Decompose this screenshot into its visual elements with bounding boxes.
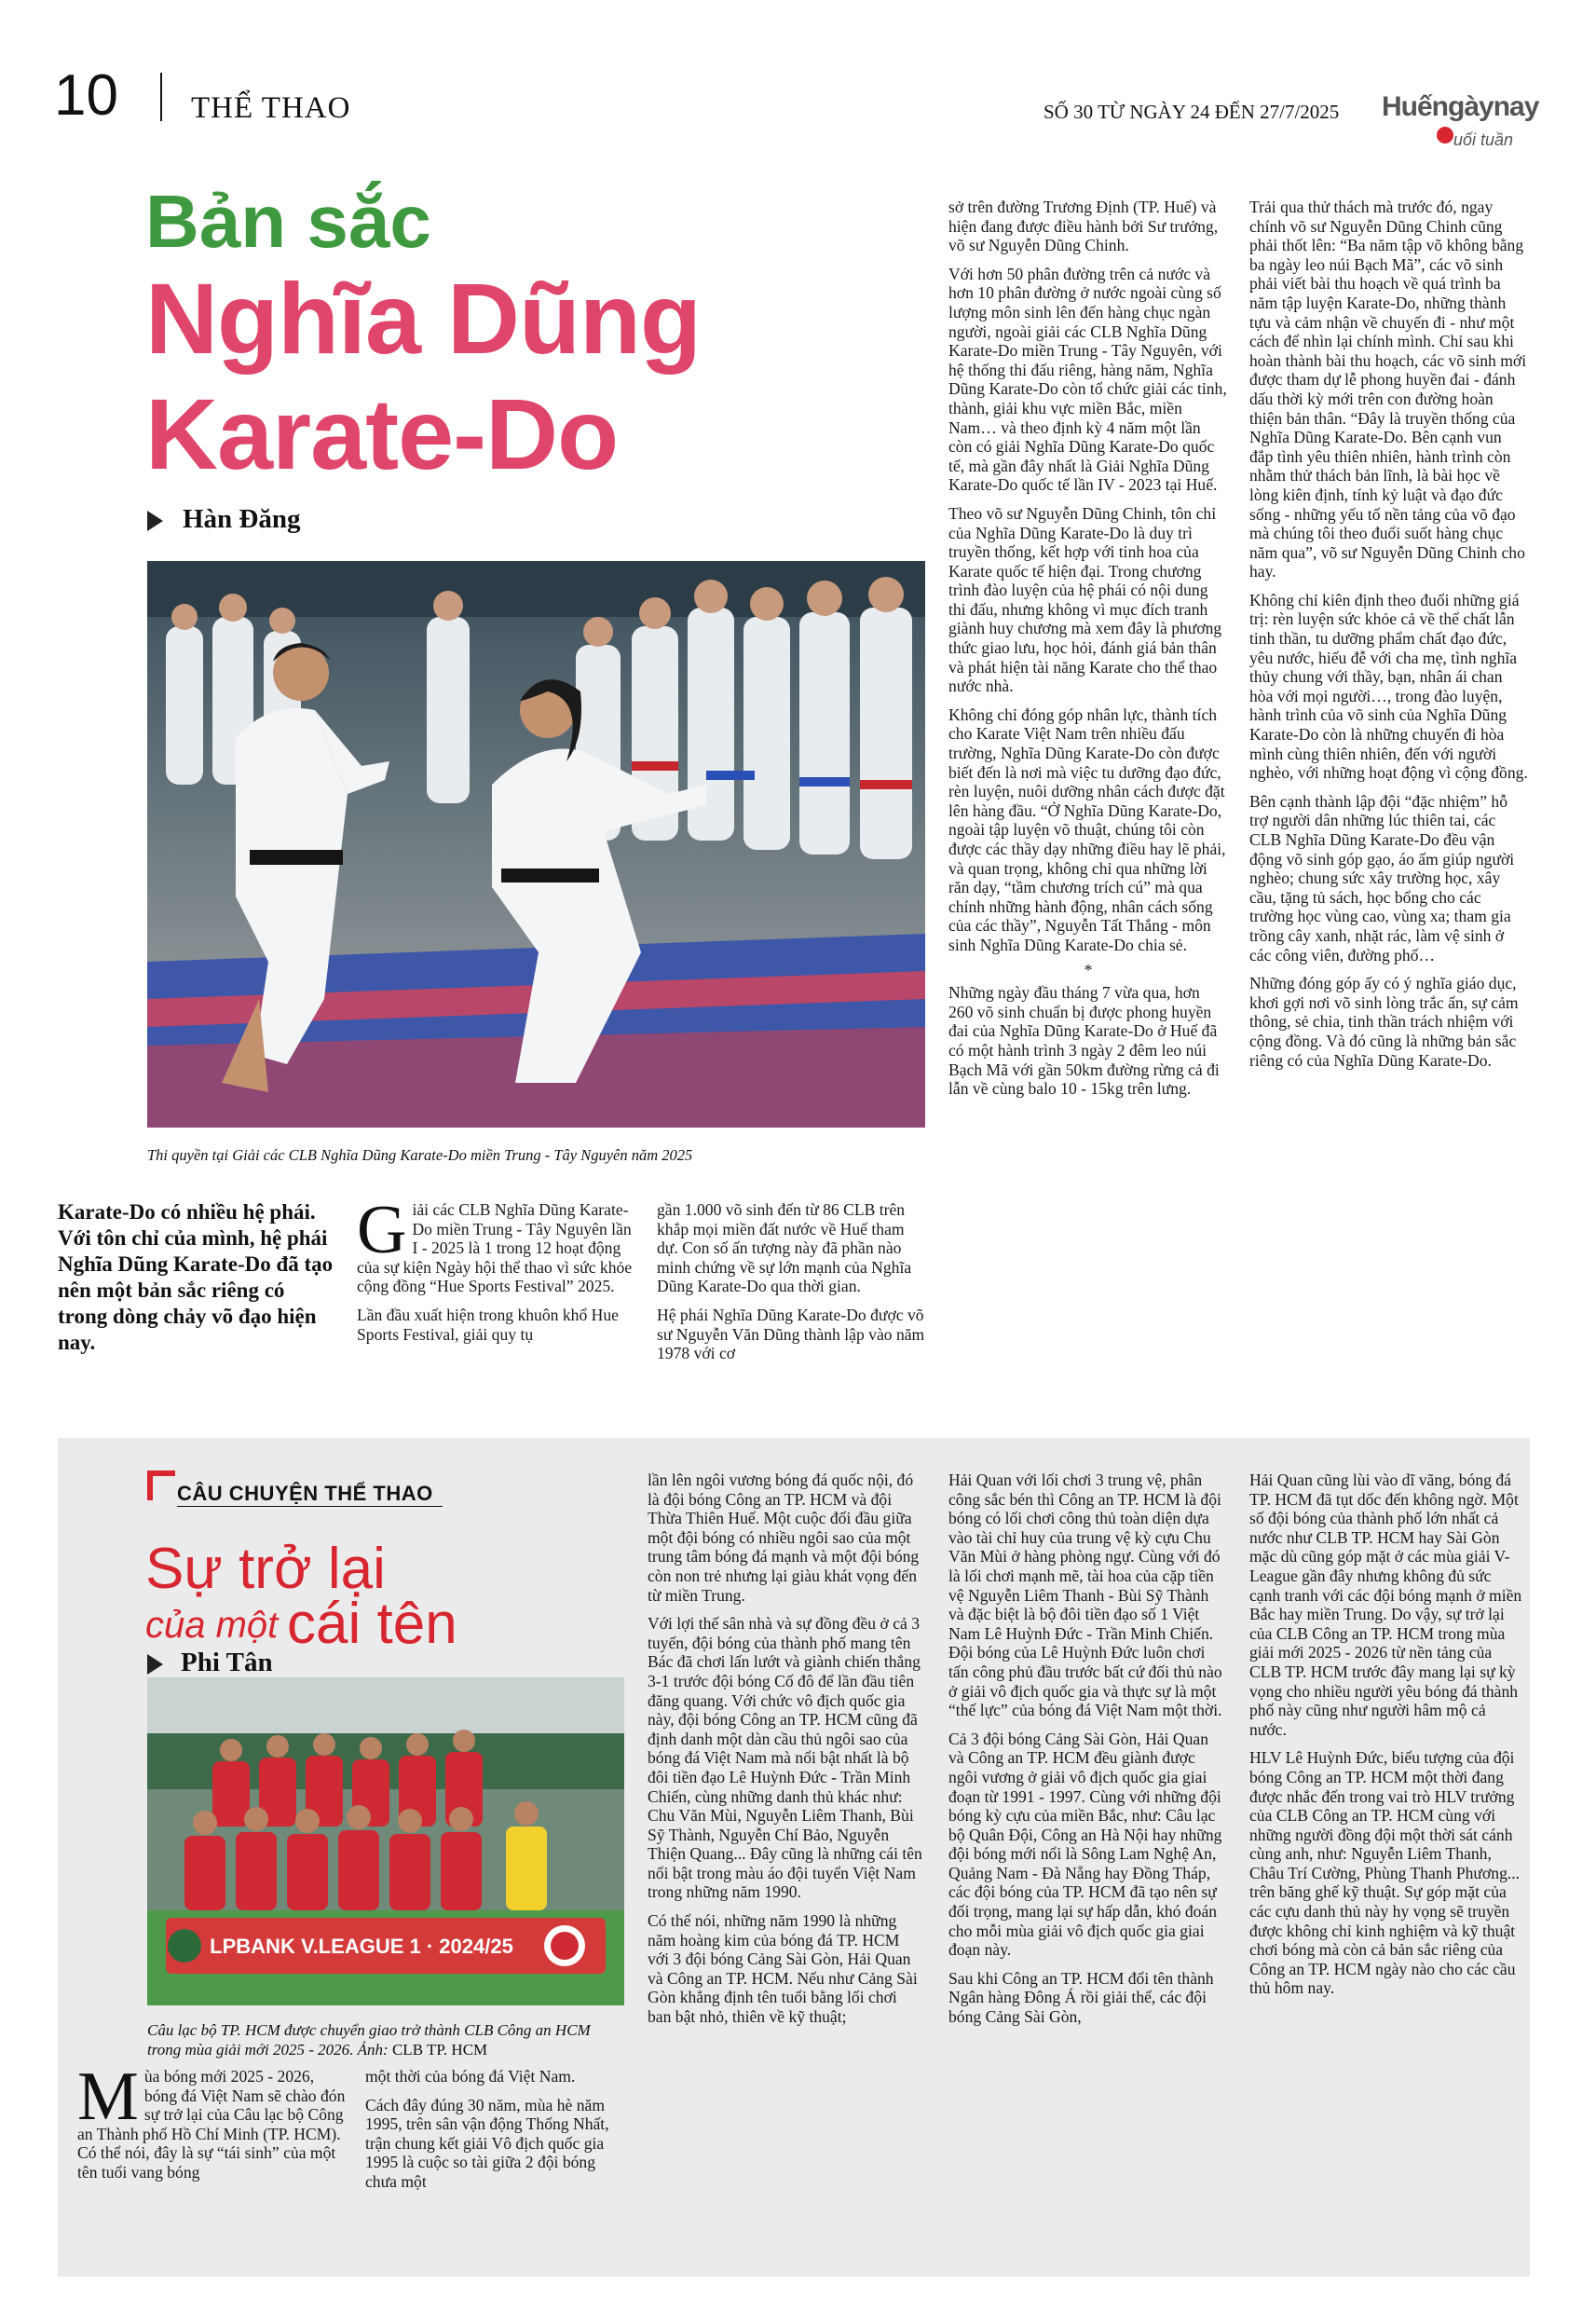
paragraph: Có thể nói, những năm 1990 là những năm hoàng kim của bóng đá TP. HCM với 3 đội bóng Cảng Sài Gòn, Hải Quan và Công an TP. HCM. Nếu như Cảng Sài Gòn khẳng định tên tuổi bằng lối chơi ban bật nhỏ, thiên về kỹ thuật; bbox=[648, 1911, 918, 2027]
box-title-line2: cái tên bbox=[287, 1592, 457, 1656]
article1-column-3 bbox=[948, 198, 1228, 1108]
article2-column-4 bbox=[948, 1471, 1228, 2036]
paragraph: lần lên ngôi vương bóng đá quốc nội, đó là đội bóng Công an TP. HCM và đội Thừa Thiên Huế. Một cuộc đối đầu giữa một đội bóng có nhiều ngôi sao của một trung tâm bóng đá mạnh và một đội bóng còn non trẻ nhưng lại giàu khát vọng đến từ miền Trung. bbox=[648, 1471, 920, 1605]
paragraph: Cả 3 đội bóng Cảng Sài Gòn, Hải Quan và Công an TP. HCM đều giành được ngôi vương ở giải vô địch quốc gia giai đoạn từ 1991 - 1997. Cùng với những đội bóng kỳ cựu của miền Bắc, như: Câu lạc bộ Quân Đội, Công an Hà Nội hay những đội bóng mới nổi là Sông Lam Nghệ An, Quảng Nam - Đà Nẵng hay Đồng Tháp, các đội bóng của TP. HCM đã tạo nên sự đối trọng, mang lại sự hấp dẫn, khó đoán cho mỗi mùa giải vô địch quốc gia giai đoạn này. bbox=[948, 1729, 1222, 1960]
header-divider bbox=[160, 73, 162, 121]
caption-credit: CLB TP. HCM bbox=[391, 2041, 488, 2059]
paragraph: Với lợi thế sân nhà và sự đồng đều ở cả 3 tuyến, đội bóng của thành phố mang tên Bác đã chơi lấn lướt và giành chiến thắng 3-1 trước đội bóng Cố đô để lần đầu tiên đăng quang. Với chức vô địch quốc gia này, đội bóng Công an TP. HCM cũng đã định danh một dàn cầu thủ ngôi sao của bóng đá Việt Nam mà nổi bật nhất là bộ đôi tiền đạo Lê Huỳnh Đức - Trần Minh Chiến, cùng những danh thủ khác như: Chu Văn Mùi, Nguyễn Liêm Thanh, Bùi Sỹ Thành, Nguyễn Chí Bảo, Nguyễn Thiện Quang... Đây cũng là những cái tên nổi bật trong màu áo đội tuyển Việt Nam trong những năm 1990. bbox=[648, 1614, 922, 1902]
paragraph: Theo võ sư Nguyễn Dũng Chinh, tôn chỉ của Nghĩa Dũng Karate-Do là duy trì truyền thống, kết hợp với tinh hoa của Karate quốc tế hiện đại. Trong chương trình đào luyện của hệ phái có nội dung thi đấu, nhưng không vì mục đích tranh giành huy chương mà xem đây là phương thức giao lưu, học hỏi, đánh giá bản thân và phát hiện tài năng Karate cho thể thao nước nhà. bbox=[948, 503, 1222, 696]
photo-caption bbox=[147, 2020, 624, 2059]
paragraph: Không chỉ đóng góp nhân lực, thành tích cho Karate Việt Nam trên nhiều đấu trường, Nghĩa Dũng Karate-Do còn được biết đến là nơi mà việc tu dưỡng đạo đức, rèn luyện, nuôi dưỡng nhân cách được đặt lên hàng đầu. “Ở Nghĩa Dũng Karate-Do, ngoài tập luyện võ thuật, chúng tôi còn được các thầy dạy những điều hay lẽ phải, và quan trọng, không chỉ qua những lời răn dạy, “tầm chương trích cú” mà qua chính những hành động, nhân cách sống của các thầy”, Nguyễn Tất Thắng - môn sinh Nghĩa Dũng Karate-Do chia sẻ. bbox=[948, 705, 1226, 954]
football-team-photo bbox=[147, 1677, 624, 2005]
section-break: * bbox=[1084, 960, 1093, 979]
kicker-underline bbox=[177, 1506, 443, 1507]
photo-caption: Thi quyền tại Giải các CLB Nghĩa Dũng Karate-Do miền Trung - Tây Nguyên năm 2025 bbox=[147, 1146, 693, 1164]
publication-logo: Huếngàynay bbox=[1382, 91, 1539, 122]
page-number: 10 bbox=[54, 63, 118, 128]
drop-cap: M bbox=[77, 2059, 139, 2135]
paragraph: HLV Lê Huỳnh Đức, biểu tượng của đội bóng Công an TP. HCM một thời đang được nhắc đến trong vai trò HLV trưởng của CLB Công an TP. HCM cùng với những người đồng đội một thời sát cánh cùng anh, như: Nguyễn Liêm Thanh, Châu Trí Cường, Phùng Thanh Phương... trên băng ghế kỹ thuật. Sự góp mặt của các cựu danh thủ này hy vọng sẽ truyền được không chỉ kinh nghiệm và kỹ thuật chơi bóng mà còn cả bản sắc riêng của Công an TP. HCM ngày nào cho các cầu thủ hôm nay. bbox=[1249, 1748, 1521, 1998]
article-title-line3: Karate-Do bbox=[145, 377, 619, 490]
article2-column-5 bbox=[1249, 1471, 1525, 2007]
paragraph: Trải qua thử thách mà trước đó, ngay chính võ sư Nguyễn Dũng Chinh cũng phải thốt lên: “Ba năm tập võ không bằng ba ngày leo núi Bạch Mã”, các võ sinh phải viết bài thu hoạch về quá trình ba năm tập luyện Karate-Do, những thành tựu và cảm nhận về chuyến đi - như một cách để nhìn lại chính mình. Chỉ sau khi hoàn thành bài thu hoạch, các võ sinh mới được tham dự lễ phong huyền đai - đánh dấu thời kỳ mới trên con đường hoàn thiện bản thân. “Đây là truyền thống của Nghĩa Dũng Karate-Do. Bên cạnh vun đắp tình yêu thiên nhiên, hành trình còn nhằm thử thách bản lĩnh, là bài học về lòng kiên định, tính kỷ luật và đạo đức sống - những yếu tố nền tảng của võ đạo mà chúng tôi theo đuổi suốt hàng chục năm qua”, võ sư Nguyễn Dũng Chinh cho hay. bbox=[1249, 198, 1527, 581]
paragraph: sở trên đường Trương Định (TP. Huế) và hiện đang được điều hành bởi Sư trưởng, võ sư Nguyễn Dũng Chinh. bbox=[948, 198, 1219, 255]
box-author: Phi Tân bbox=[181, 1648, 273, 1677]
logo-mark-icon bbox=[1437, 127, 1453, 144]
paragraph: Hệ phái Nghĩa Dũng Karate-Do được võ sư Nguyễn Văn Dũng thành lập vào năm 1978 với cơ bbox=[657, 1305, 925, 1363]
paragraph: Bên cạnh thành lập đội “đặc nhiệm” hỗ trợ người dân những lúc thiên tai, các CLB Nghĩa Dũng Karate-Do đều vận động võ sinh góp gạo, áo ấm giúp người nghèo; chung sức xây trường học, xây cầu, tặng tủ sách, học bổng cho các trường học vùng cao, vùng xa; tham gia trồng cây xanh, nhặt rác, làm vệ sinh ở các công viên, đường phố… bbox=[1249, 791, 1515, 964]
paragraph: Không chỉ kiên định theo đuổi những giá trị: rèn luyện sức khỏe cả về thể chất lẫn tinh thần, tu dưỡng phẩm chất đạo đức, yêu nước, hiếu đễ với cha mẹ, tình nghĩa thủy chung với thầy, bạn, nhân ái chan hòa với mọi người…, trong đào luyện, hành trình của võ sinh của Nghĩa Dũng Karate-Do còn là những chuyến đi hòa mình cùng thiên nhiên, đến với người nghèo, với những hoạt động vì cộng đồng. bbox=[1249, 590, 1528, 783]
paragraph: Với hơn 50 phân đường trên cả nước và hơn 10 phân đường ở nước ngoài cùng số lượng môn sinh lên đến hàng chục ngàn người, ngoài giải các CLB Nghĩa Dũng Karate-Do miền Trung - Tây Nguyên, với hệ thống thi đấu riêng, hàng năm, Nghĩa Dũng Karate-Do còn tổ chức giải các tỉnh, thành, giải khu vực miền Bắc, miền Nam… và theo định kỳ 4 năm một lần còn có giải Nghĩa Dũng Karate-Do quốc tế, mà gần đây nhất là Giải Nghĩa Dũng Karate-Do quốc tế lần IV - 2023 tại Huế. bbox=[948, 264, 1227, 495]
paragraph: gần 1.000 võ sinh đến từ 86 CLB trên khắp mọi miền đất nước về Huế tham dự. Con số ấn tượng này đã phần nào minh chứng về sự lớn mạnh của Nghĩa Dũng Karate-Do qua thời gian. bbox=[657, 1200, 912, 1296]
paragraph: Những đóng góp ấy có ý nghĩa giáo dục, khơi gợi nơi võ sinh lòng trắc ẩn, sự cảm thông, sẻ chia, tinh thần trách nhiệm với cộng đồng. Và đó cũng là những bản sắc riêng có của Nghĩa Dũng Karate-Do. bbox=[1249, 974, 1519, 1070]
article2-column-2 bbox=[365, 2067, 624, 2201]
issue-info: SỐ 30 TỪ NGÀY 24 ĐẾN 27/7/2025 bbox=[1044, 101, 1340, 123]
author-arrow-icon bbox=[147, 1654, 163, 1675]
article-author: Hàn Đăng bbox=[183, 504, 301, 534]
article1-column-4 bbox=[1249, 198, 1529, 1079]
article2-column-1 bbox=[77, 2059, 348, 2192]
paragraph: một thời của bóng đá Việt Nam. bbox=[365, 2067, 576, 2086]
author-arrow-icon bbox=[147, 511, 163, 531]
drop-cap: G bbox=[357, 1192, 407, 1268]
paragraph: Cách đây đúng 30 năm, mùa hè năm 1995, trên sân vận động Thống Nhất, trận chung kết giải Vô địch quốc gia 1995 là cuộc so tài giữa 2 đội bóng chưa một bbox=[365, 2095, 609, 2191]
banner-text: LPBANK V.LEAGUE 1 · 2024/25 bbox=[210, 1935, 513, 1958]
publication-logo-sub: uối tuần bbox=[1453, 130, 1514, 149]
box-title-line1: Sự trở lại bbox=[145, 1537, 386, 1601]
paragraph: iải các CLB Nghĩa Dũng Karate-Do miền Trung - Tây Nguyên lần I - 2025 là 1 trong 12 hoạt động của sự kiện Ngày hội thể thao vì sức khỏe cộng đồng “Hue Sports Festival” 2025. bbox=[357, 1200, 633, 1296]
article-lead: Karate-Do có nhiều hệ phái. Với tôn chỉ của mình, hệ phái Nghĩa Dũng Karate-Do đã tạo nên một bản sắc riêng có trong dòng chảy võ đạo hiện nay. bbox=[58, 1200, 334, 1354]
paragraph: Những ngày đầu tháng 7 vừa qua, hơn 260 võ sinh chuẩn bị được phong huyền đai của Nghĩa Dũng Karate-Do ở Huế đã có một hành trình 3 ngày 2 đêm leo núi Bạch Mã với gần 50km đường rừng cả đi lẫn về cùng balo 10 - 15kg trên lưng. bbox=[948, 983, 1220, 1099]
article1-column-2 bbox=[657, 1200, 927, 1373]
article2-column-3 bbox=[648, 1471, 923, 2036]
kicker-bracket-icon bbox=[147, 1471, 175, 1500]
caption-text: Câu lạc bộ TP. HCM được chuyển giao trở thành CLB Công an HCM trong mùa giải mới 2025 - 2026. Ảnh: bbox=[147, 2021, 591, 2059]
article-title-line1: Bản sắc bbox=[145, 180, 431, 263]
paragraph: Lần đầu xuất hiện trong khuôn khổ Hue Sports Festival, giải quy tụ bbox=[357, 1305, 619, 1344]
paragraph: Sau khi Công an TP. HCM đổi tên thành Ngân hàng Đông Á rồi giải thể, các đội bóng Cảng Sài Gòn, bbox=[948, 1968, 1214, 2027]
paragraph: Hải Quan cũng lùi vào dĩ vãng, bóng đá TP. HCM đã tụt dốc đến không ngờ. Một số đội bóng của thành phố lớn nhất cả nước như CLB TP. HCM hay Sài Gòn mặc dù cũng góp mặt ở các mùa giải V-League gần đây nhưng không đủ sức cạnh tranh với các đội bóng mạnh ở miền Bắc hay miền Trung. Do vậy, sự trở lại của CLB Công an TP. HCM trong mùa giải mới 2025 - 2026 từ nền tảng của CLB TP. HCM trước đây mang lại sự kỳ vọng cho nhiều người yêu bóng đá thành phố này cũng như người hâm mộ cả nước. bbox=[1249, 1471, 1522, 1739]
section-name: THỂ THAO bbox=[191, 91, 351, 125]
box-title-line2-italic: của một bbox=[145, 1605, 279, 1646]
article1-column-1 bbox=[357, 1192, 636, 1353]
paragraph: Hải Quan với lối chơi 3 trung vệ, phân công sắc bén thì Công an TP. HCM là đội bóng có lối chơi công thủ toàn diện dựa vào tài chỉ huy của trung vệ kỳ cựu Chu Văn Mùi ở hàng phòng ngự. Cùng với đó là lối chơi mạnh mẽ, tài hoa của cặp tiền vệ Nguyễn Liêm Thanh - Bùi Sỹ Thành và đặc biệt là bộ đôi tiền đạo số 1 Việt Nam Lê Huỳnh Đức - Trần Minh Chiến. Đội bóng của Lê Huỳnh Đức luôn chơi tấn công phủ đầu trước bất cứ đối thủ nào ở giải vô địch quốc gia và thực sự là một “thế lực” của bóng đá Việt Nam một thời. bbox=[948, 1471, 1222, 1720]
karate-photo bbox=[147, 561, 925, 1128]
paragraph: ùa bóng mới 2025 - 2026, bóng đá Việt Nam sẽ chào đón sự trở lại của Câu lạc bộ Công an Thành phố Hồ Chí Minh (TP. HCM). Có thể nói, đây là sự “tái sinh” của một tên tuổi vang bóng bbox=[77, 2067, 346, 2182]
article-title-line2: Nghĩa Dũng bbox=[145, 262, 701, 375]
kicker-label: CÂU CHUYỆN THỂ THAO bbox=[177, 1482, 433, 1505]
